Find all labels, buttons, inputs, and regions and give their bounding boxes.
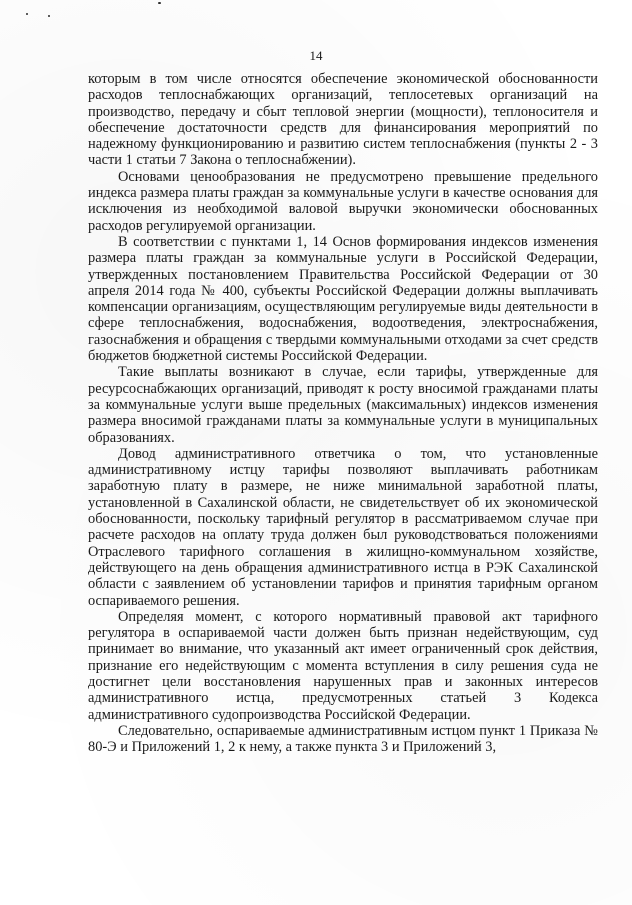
- scan-speck: [158, 2, 161, 4]
- paragraph-6: Определяя момент, с которого нормативный правовой акт тарифного регулятора в оспариваемой части должен быть признан недействующим, суд принимает во внимание, что указанный акт имеет ограниченный срок действия, признание его недействующим с момента вступления в силу решения суда не достигнет цели восстановления нарушенных прав и законных интересов административного истца, предусмотренных статьей 3 Кодекса административного судопроизводства Российской Федерации.: [88, 608, 598, 723]
- page-number: 14: [309, 48, 323, 63]
- scan-speck: [26, 13, 28, 15]
- paragraph-1: которым в том числе относятся обеспечение экономической обоснованности расходов теплоснабжающих организаций, теплосетевых организаций на производство, передачу и сбыт тепловой энергии (мощности), теплоносителя и обеспечение достаточности средств для финансирования мероприятий по надежному функционированию и развитию систем теплоснабжения (пункты 2 - 3 части 1 статьи 7 Закона о теплоснабжении).: [88, 71, 598, 169]
- paragraph-2: Основами ценообразования не предусмотрено превышение предельного индекса размера платы граждан за коммунальные услуги в качестве основания для исключения из необходимой валовой выручки экономически обоснованных расходов регулируемой организации.: [88, 168, 598, 234]
- paragraph-5: Довод административного ответчика о том, что установленные административному истцу тарифы позволяют выплачивать работникам заработную плату в размере, не ниже минимальной заработной платы, установленной в Сахалинской области, не свидетельствует об их экономической обоснованности, поскольку тарифный регулятор в рассматриваемом случае при расчете расходов на оплату труда должен был руководствоваться положениями Отраслевого тарифного соглашения в жилищно-коммунальном хозяйстве, действующего на день обращения административного истца в РЭК Сахалинской области с заявлением об установлении тарифов и принятия тарифным органом оспариваемого решения.: [88, 445, 598, 609]
- paragraph-4: Такие выплаты возникают в случае, если тарифы, утвержденные для ресурсоснабжающих организаций, приводят к росту вносимой гражданами платы за коммунальные услуги выше предельных (максимальных) индексов изменения размера вносимой гражданами платы за коммунальные услуги в муниципальных образованиях.: [88, 364, 598, 446]
- paragraph-3: В соответствии с пунктами 1, 14 Основ формирования индексов изменения размера платы граждан за коммунальные услуги в Российской Федерации, утвержденных постановлением Правительства Российской Федерации от 30 апреля 2014 года № 400, субъекты Российской Федерации должны выплачивать компенсации организациям, осуществляющим регулируемые виды деятельности в сфере теплоснабжения, водоснабжения, водоотведения, электроснабжения, газоснабжения и обращения с твердыми коммунальными отходами за счет средств бюджетов бюджетной системы Российской Федерации.: [88, 233, 598, 365]
- paragraph-7: Следовательно, оспариваемые административным истцом пункт 1 Приказа № 80-Э и Приложений 1, 2 к нему, а также пункта 3 и Приложений 3,: [88, 722, 598, 756]
- scan-speck: [48, 15, 50, 17]
- document-body: [88, 71, 598, 755]
